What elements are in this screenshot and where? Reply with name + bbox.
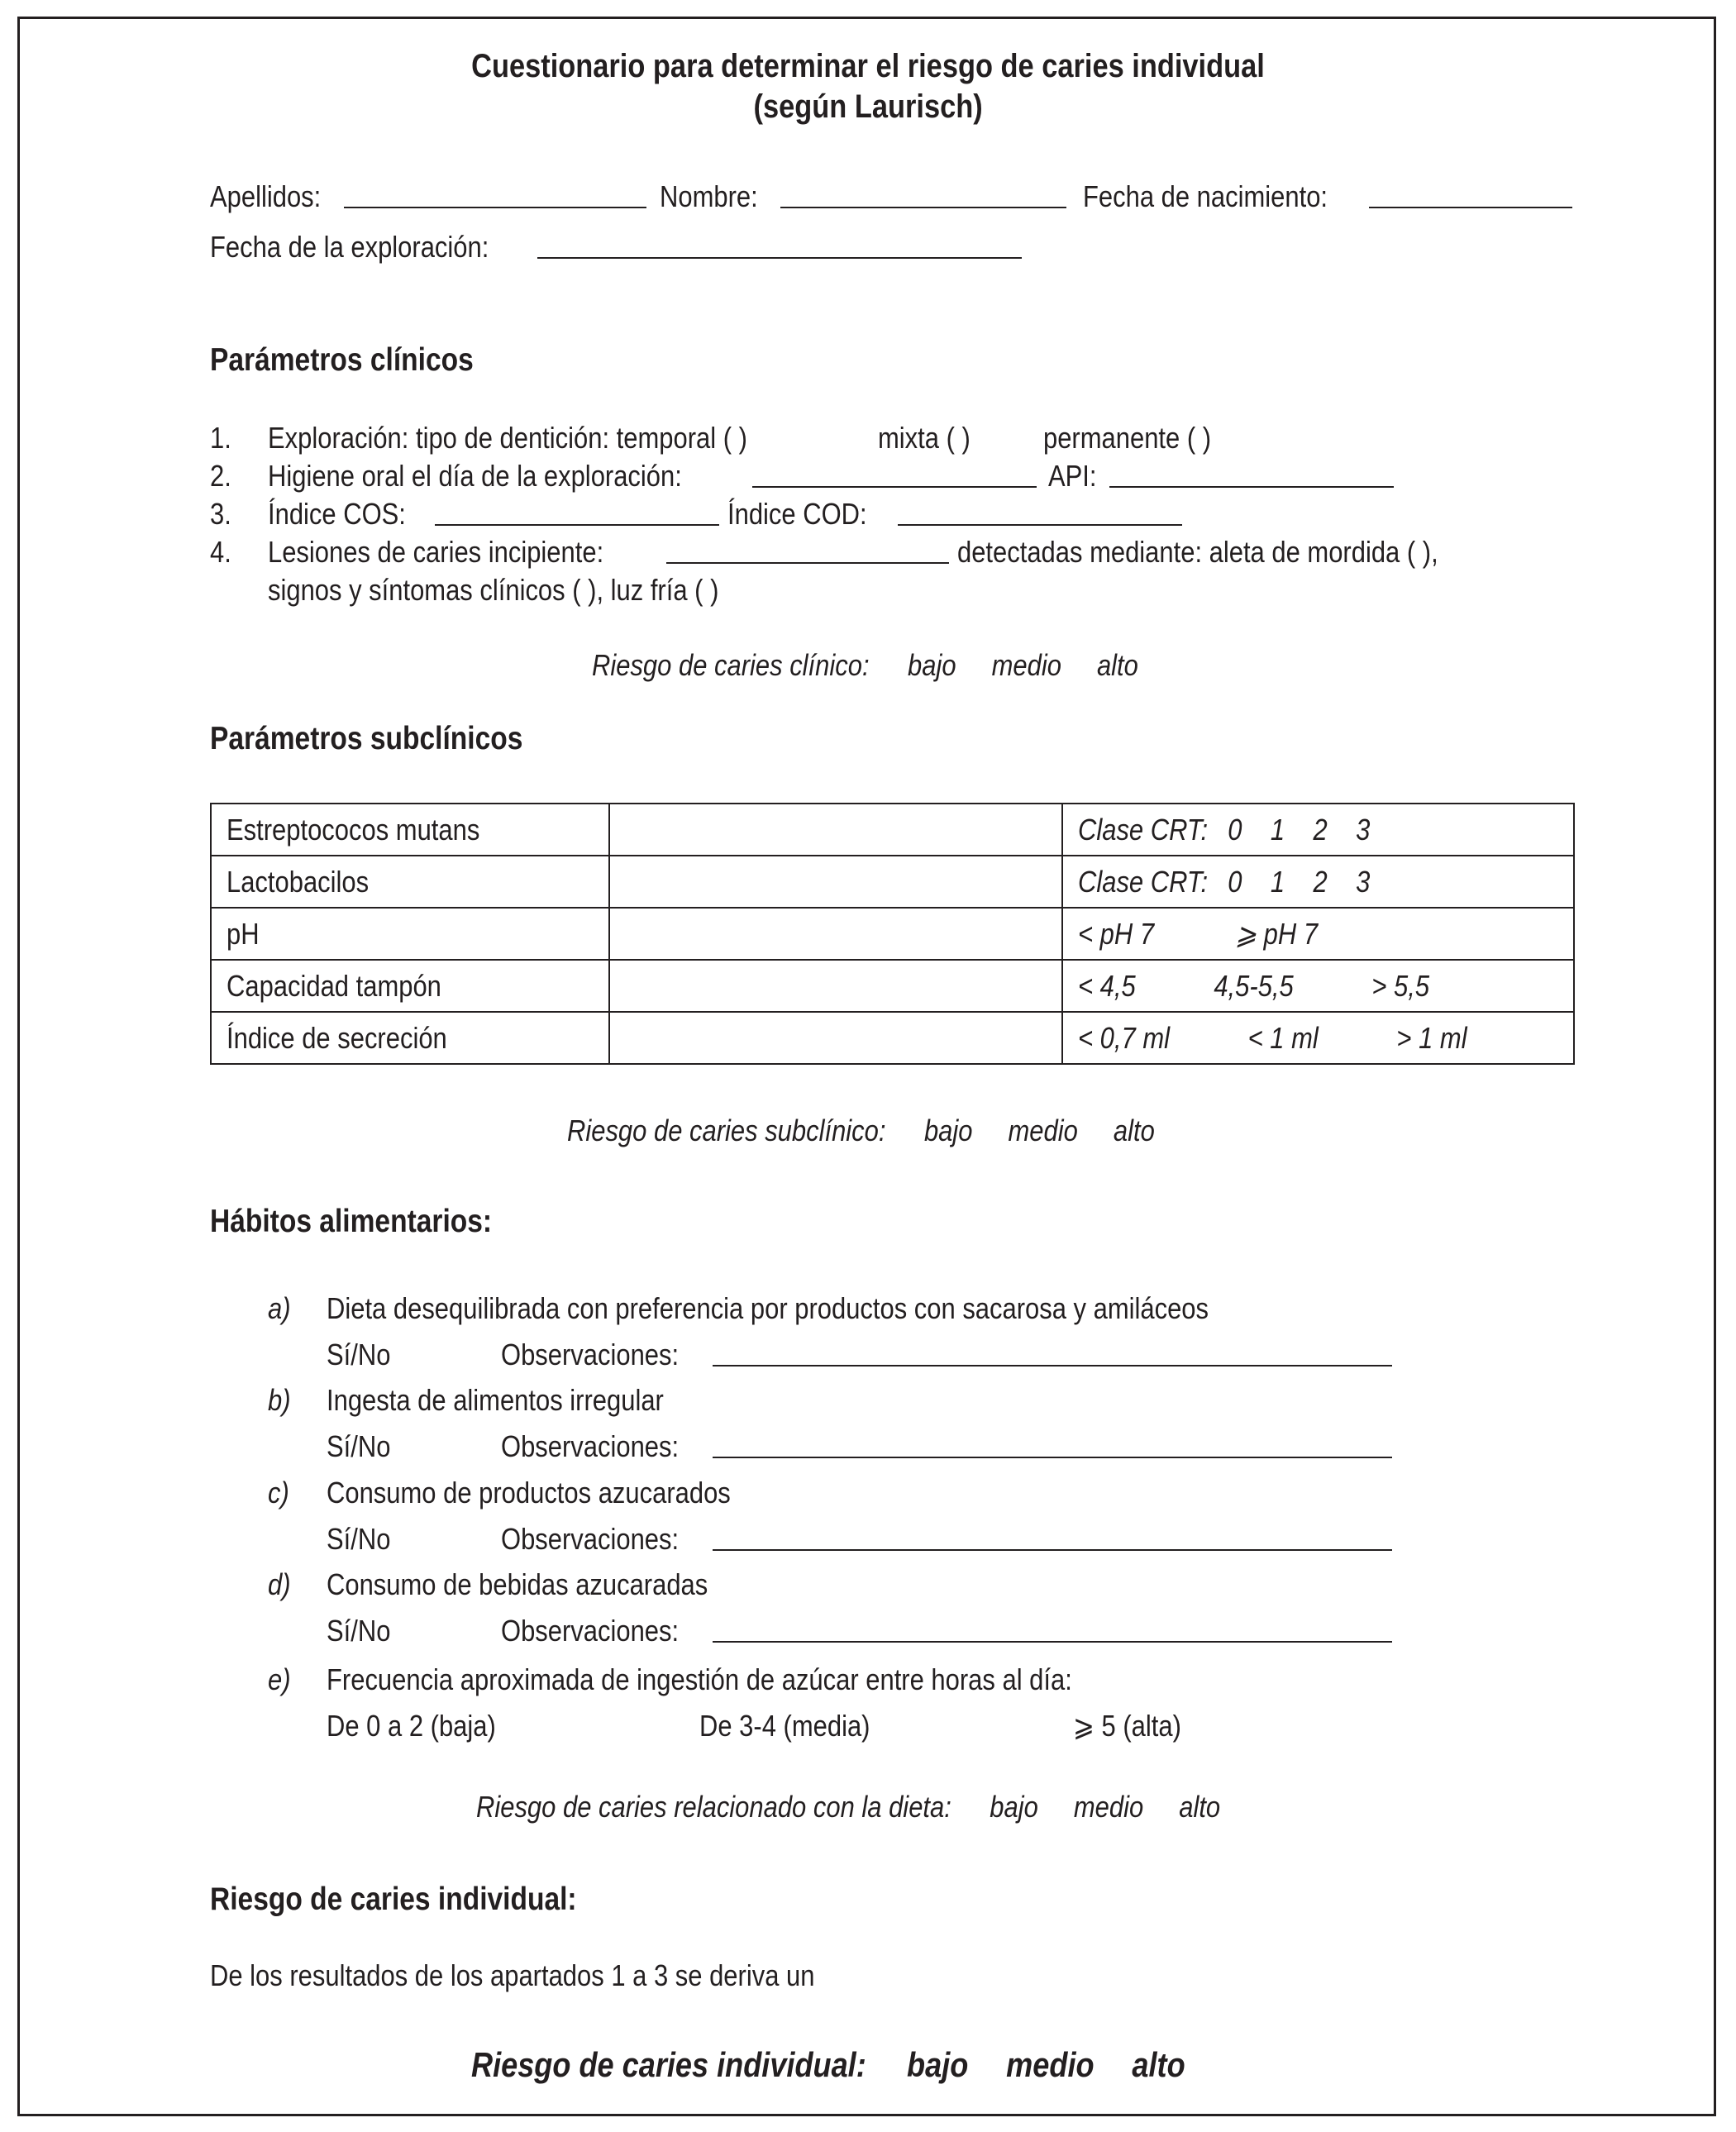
- dentition-permanent: [1043, 420, 1238, 456]
- clinical-risk-high[interactable]: alto: [1096, 648, 1138, 682]
- subclinical-risk-high[interactable]: alto: [1113, 1114, 1155, 1147]
- secretion-option-medium[interactable]: < 1 ml: [1247, 1020, 1319, 1055]
- clinical-risk: [592, 647, 1227, 684]
- diet-risk-high[interactable]: alto: [1179, 1790, 1221, 1824]
- secretion-option-high[interactable]: > 1 ml: [1396, 1020, 1467, 1055]
- diet-heading: [210, 1202, 538, 1242]
- crt-class-label: Clase CRT:: [1078, 864, 1209, 899]
- parameter-name: Índice de secreción: [227, 1020, 447, 1055]
- parameter-cell: [211, 856, 609, 908]
- api-label-wrap: [1048, 458, 1104, 494]
- surname-label: Apellidos:: [210, 179, 322, 213]
- diet-item-d-obs-label: Observaciones:: [501, 1614, 680, 1648]
- cos-label-wrap: [268, 496, 428, 532]
- detection-methods-text: detectadas mediante: aleta de mordida ( ),: [957, 535, 1438, 569]
- ph-option-7-or-above[interactable]: ⩾ pH 7: [1235, 916, 1319, 951]
- detection-methods-line2: signos y síntomas clínicos ( ), luz fría ( ): [268, 573, 719, 607]
- name-input[interactable]: [780, 187, 1066, 208]
- table-row: [211, 856, 1574, 908]
- cod-label-wrap: [727, 496, 889, 532]
- individual-risk-final: [471, 2045, 1301, 2085]
- parameter-name: Lactobacilos: [227, 864, 370, 899]
- crt-option-0[interactable]: 0: [1228, 812, 1242, 847]
- buffer-option-high[interactable]: > 5,5: [1371, 968, 1430, 1003]
- buffer-option-medium[interactable]: 4,5-5,5: [1214, 968, 1294, 1003]
- diet-frequency-text: Frecuencia aproximada de ingestión de azúcar entre horas al día:: [327, 1662, 1072, 1696]
- options-cell: [1062, 1012, 1574, 1064]
- diet-item-a-letter: a): [268, 1291, 291, 1325]
- crt-option-2[interactable]: 2: [1313, 812, 1328, 847]
- individual-risk-heading: [210, 1880, 637, 1920]
- individual-risk-high[interactable]: alto: [1132, 2045, 1185, 2084]
- crt-class-label: Clase CRT:: [1078, 812, 1209, 847]
- surname-input[interactable]: [344, 187, 646, 208]
- api-input[interactable]: [1109, 466, 1394, 488]
- individual-risk-text: De los resultados de los apartados 1 a 3 se deriva un: [210, 1958, 815, 1992]
- diet-item-d-text: Consumo de bebidas azucaradas: [327, 1567, 708, 1601]
- diet-item-c-letter: c): [268, 1476, 289, 1510]
- diet-item-c-obs-label: Observaciones:: [501, 1522, 680, 1556]
- parameter-cell: [211, 960, 609, 1012]
- diet-item-a-obs-label: Observaciones:: [501, 1338, 680, 1371]
- clinical-risk-label: Riesgo de caries clínico:: [592, 648, 870, 682]
- item-number: 4.: [210, 535, 231, 569]
- subclinical-table: [210, 803, 1575, 1065]
- form-title: [0, 48, 1736, 85]
- incipient-lesions-input[interactable]: [666, 542, 949, 564]
- crt-option-2[interactable]: 2: [1313, 864, 1328, 899]
- frequency-option-low[interactable]: De 0 a 2 (baja): [327, 1709, 496, 1743]
- clinical-heading: [210, 341, 517, 380]
- diet-risk-low[interactable]: bajo: [990, 1790, 1038, 1824]
- dentition-temporal-option[interactable]: Exploración: tipo de dentición: temporal ( ): [268, 421, 747, 455]
- options-cell: [1062, 856, 1574, 908]
- name-field-group: [660, 179, 774, 215]
- crt-option-0[interactable]: 0: [1228, 864, 1242, 899]
- clinical-item-1: [210, 420, 235, 456]
- cos-index-input[interactable]: [435, 504, 719, 526]
- dentition-mixed: [878, 420, 985, 456]
- clinical-risk-low[interactable]: bajo: [908, 648, 956, 682]
- diet-item-b-obs-input[interactable]: [713, 1435, 1392, 1458]
- diet-item-b-yesno[interactable]: Sí/No: [327, 1429, 391, 1463]
- item-number: 2.: [210, 459, 231, 493]
- table-row: [211, 804, 1574, 856]
- crt-option-3[interactable]: 3: [1356, 864, 1371, 899]
- dentition-mixed-option[interactable]: mixta ( ): [878, 421, 971, 455]
- parameter-cell: [211, 1012, 609, 1064]
- item-number: 1.: [210, 421, 231, 455]
- detection-methods-wrap: [957, 534, 1516, 570]
- cod-index-input[interactable]: [898, 504, 1182, 526]
- clinical-item-2: [210, 458, 235, 494]
- ph-option-below-7[interactable]: < pH 7: [1078, 916, 1155, 951]
- parameter-name: pH: [227, 916, 260, 951]
- diet-item-d-yesno[interactable]: Sí/No: [327, 1614, 391, 1648]
- diet-item-c-yesno[interactable]: Sí/No: [327, 1522, 391, 1556]
- oral-hygiene-input[interactable]: [752, 466, 1037, 488]
- parameter-name: Estreptococos mutans: [227, 812, 480, 847]
- form-subtitle: [0, 88, 1736, 126]
- value-cell[interactable]: [609, 960, 1062, 1012]
- surname-field-group: [210, 179, 326, 215]
- form-title-line1: Cuestionario para determinar el riesgo de caries individual: [471, 48, 1265, 84]
- subclinical-risk-medium[interactable]: medio: [1008, 1114, 1078, 1147]
- individual-risk-label: Riesgo de caries individual:: [471, 2045, 866, 2084]
- dentition-type-text: [268, 420, 825, 456]
- birthdate-label: Fecha de nacimiento:: [1083, 179, 1328, 213]
- dentition-permanent-option[interactable]: permanente ( ): [1043, 421, 1212, 455]
- crt-option-1[interactable]: 1: [1270, 812, 1285, 847]
- subclinical-heading: [210, 719, 574, 759]
- diet-heading-text: Hábitos alimentarios:: [210, 1204, 493, 1239]
- detection-methods-line2-wrap: [268, 572, 792, 608]
- oral-hygiene-label-wrap: [268, 458, 749, 494]
- diet-item-d-letter: d): [268, 1567, 291, 1601]
- diet-risk: [476, 1789, 1342, 1825]
- diet-item-a-yesno[interactable]: Sí/No: [327, 1338, 391, 1371]
- oral-hygiene-label: Higiene oral el día de la exploración:: [268, 459, 682, 493]
- crt-option-3[interactable]: 3: [1356, 812, 1371, 847]
- cos-index-label: Índice COS:: [268, 497, 406, 531]
- birthdate-input[interactable]: [1369, 187, 1572, 208]
- item-number: 3.: [210, 497, 231, 531]
- parameter-name: Capacidad tampón: [227, 968, 441, 1003]
- diet-item-b-letter: b): [268, 1383, 291, 1417]
- buffer-option-low[interactable]: < 4,5: [1078, 968, 1136, 1003]
- frequency-option-medium[interactable]: De 3-4 (media): [699, 1709, 870, 1743]
- diet-item-c-obs-input[interactable]: [713, 1528, 1392, 1551]
- diet-item-d-obs-input[interactable]: [713, 1619, 1392, 1643]
- incipient-lesions-label: Lesiones de caries incipiente:: [268, 535, 604, 569]
- name-label: Nombre:: [660, 179, 758, 213]
- exam-date-field-group: [210, 229, 534, 265]
- individual-risk-low[interactable]: bajo: [907, 2045, 969, 2084]
- birthdate-field-group: [1083, 179, 1367, 215]
- frequency-option-high[interactable]: ⩾ 5 (alta): [1073, 1709, 1181, 1743]
- diet-item-b-obs-label: Observaciones:: [501, 1429, 680, 1463]
- subclinical-heading-text: Parámetros subclínicos: [210, 721, 523, 756]
- diet-risk-label: Riesgo de caries relacionado con la dieta:: [476, 1790, 951, 1824]
- value-cell[interactable]: [609, 856, 1062, 908]
- parameter-cell: [211, 908, 609, 960]
- exam-date-input[interactable]: [537, 237, 1022, 259]
- value-cell[interactable]: [609, 1012, 1062, 1064]
- diet-item-a-text: Dieta desequilibrada con preferencia por productos con sacarosa y amiláceos: [327, 1291, 1209, 1325]
- individual-risk-heading-text: Riesgo de caries individual:: [210, 1882, 577, 1917]
- value-cell[interactable]: [609, 908, 1062, 960]
- incipient-lesions-label-wrap: [268, 534, 658, 570]
- table-row: [211, 1012, 1574, 1064]
- exam-date-label: Fecha de la exploración:: [210, 230, 489, 264]
- diet-item-a-obs-input[interactable]: [713, 1343, 1392, 1366]
- options-cell: [1062, 908, 1574, 960]
- value-cell[interactable]: [609, 804, 1062, 856]
- table-row: [211, 908, 1574, 960]
- subclinical-risk: [567, 1113, 1251, 1149]
- clinical-item-3: [210, 496, 235, 532]
- table-row: [211, 960, 1574, 1012]
- diet-risk-medium[interactable]: medio: [1073, 1790, 1144, 1824]
- clinical-heading-text: Parámetros clínicos: [210, 342, 474, 378]
- diet-item-c-text: Consumo de productos azucarados: [327, 1476, 731, 1510]
- diet-item-b-text: Ingesta de alimentos irregular: [327, 1383, 664, 1417]
- individual-risk-medium[interactable]: medio: [1006, 2045, 1095, 2084]
- options-cell: [1062, 804, 1574, 856]
- subclinical-risk-low[interactable]: bajo: [923, 1114, 973, 1147]
- clinical-item-4: [210, 534, 235, 570]
- subclinical-risk-label: Riesgo de caries subclínico:: [567, 1114, 886, 1147]
- secretion-option-low[interactable]: < 0,7 ml: [1078, 1020, 1170, 1055]
- diet-item-e-letter: e): [268, 1662, 291, 1696]
- options-cell: [1062, 960, 1574, 1012]
- cod-index-label: Índice COD:: [727, 497, 867, 531]
- crt-option-1[interactable]: 1: [1270, 864, 1285, 899]
- api-label: API:: [1048, 459, 1097, 493]
- parameter-cell: [211, 804, 609, 856]
- form-title-line2: (según Laurisch): [753, 88, 983, 125]
- clinical-risk-medium[interactable]: medio: [991, 648, 1061, 682]
